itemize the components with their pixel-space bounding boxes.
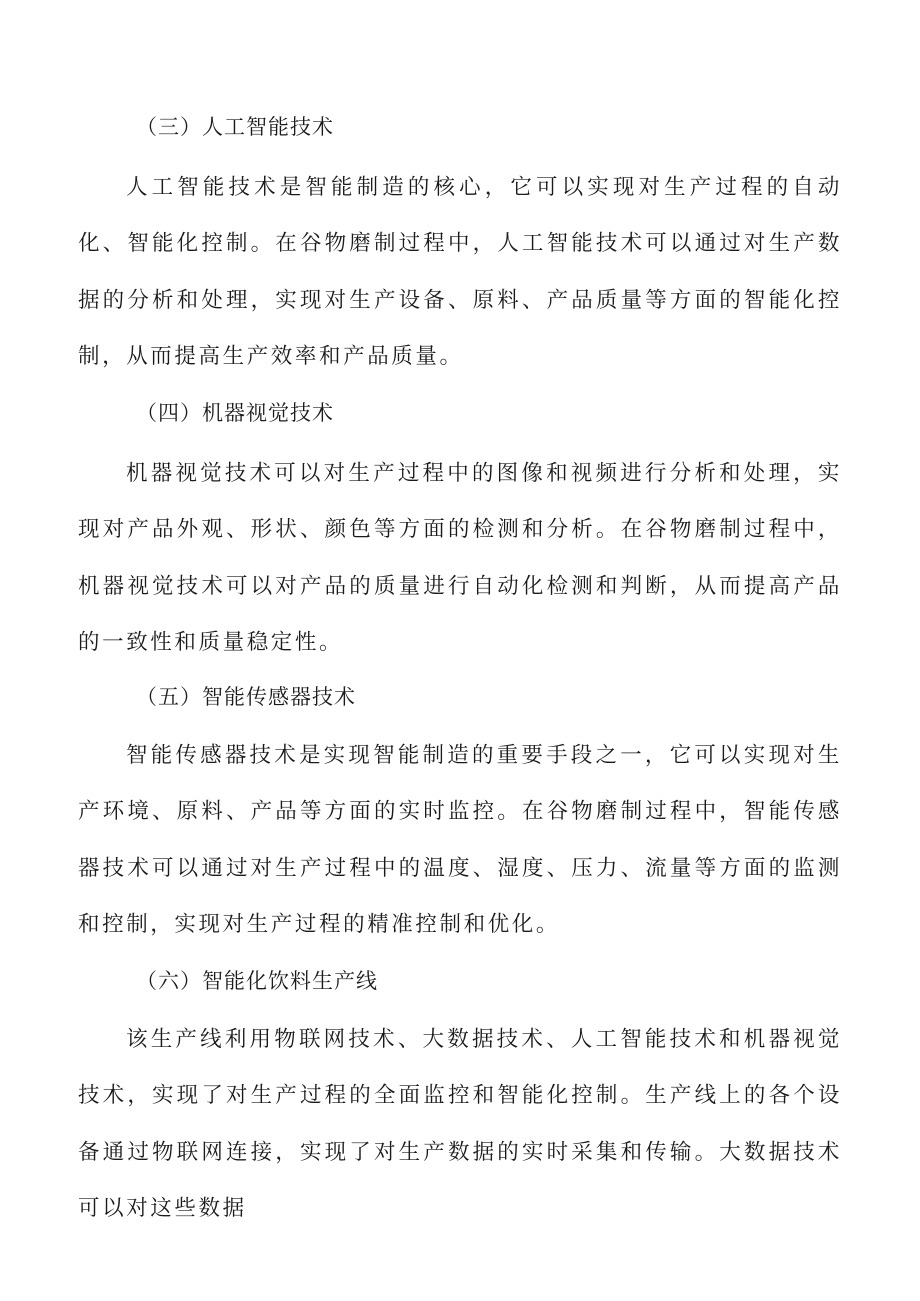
section-paragraph-6: 该生产线利用物联网技术、大数据技术、人工智能技术和机器视觉技术，实现了对生产过程的全面监控和智能化控制。生产线上的各个设备通过物联网连接，实现了对生产数据的实时采集和传输。大数据技术可以对这些数据 [78,1027,842,1221]
section-heading-5: （五）智能传感器技术 [136,685,356,709]
section-paragraph-4: 机器视觉技术可以对生产过程中的图像和视频进行分析和处理，实现对产品外观、形状、颜色等方面的检测和分析。在谷物磨制过程中，机器视觉技术可以对产品的质量进行自动化检测和判断，从而提高产品的一致性和质量稳定性。 [78,461,842,655]
section-heading-3: （三）人工智能技术 [136,115,334,139]
section-heading-6: （六）智能化饮料生产线 [136,969,378,993]
section-paragraph-3: 人工智能技术是智能制造的核心，它可以实现对生产过程的自动化、智能化控制。在谷物磨制过程中，人工智能技术可以通过对生产数据的分析和处理，实现对生产设备、原料、产品质量等方面的智能化控制，从而提高生产效率和产品质量。 [78,175,842,369]
section-paragraph-5: 智能传感器技术是实现智能制造的重要手段之一，它可以实现对生产环境、原料、产品等方面的实时监控。在谷物磨制过程中，智能传感器技术可以通过对生产过程中的温度、湿度、压力、流量等方面的监测和控制，实现对生产过程的精准控制和优化。 [78,743,842,937]
section-heading-4: （四）机器视觉技术 [136,401,334,425]
